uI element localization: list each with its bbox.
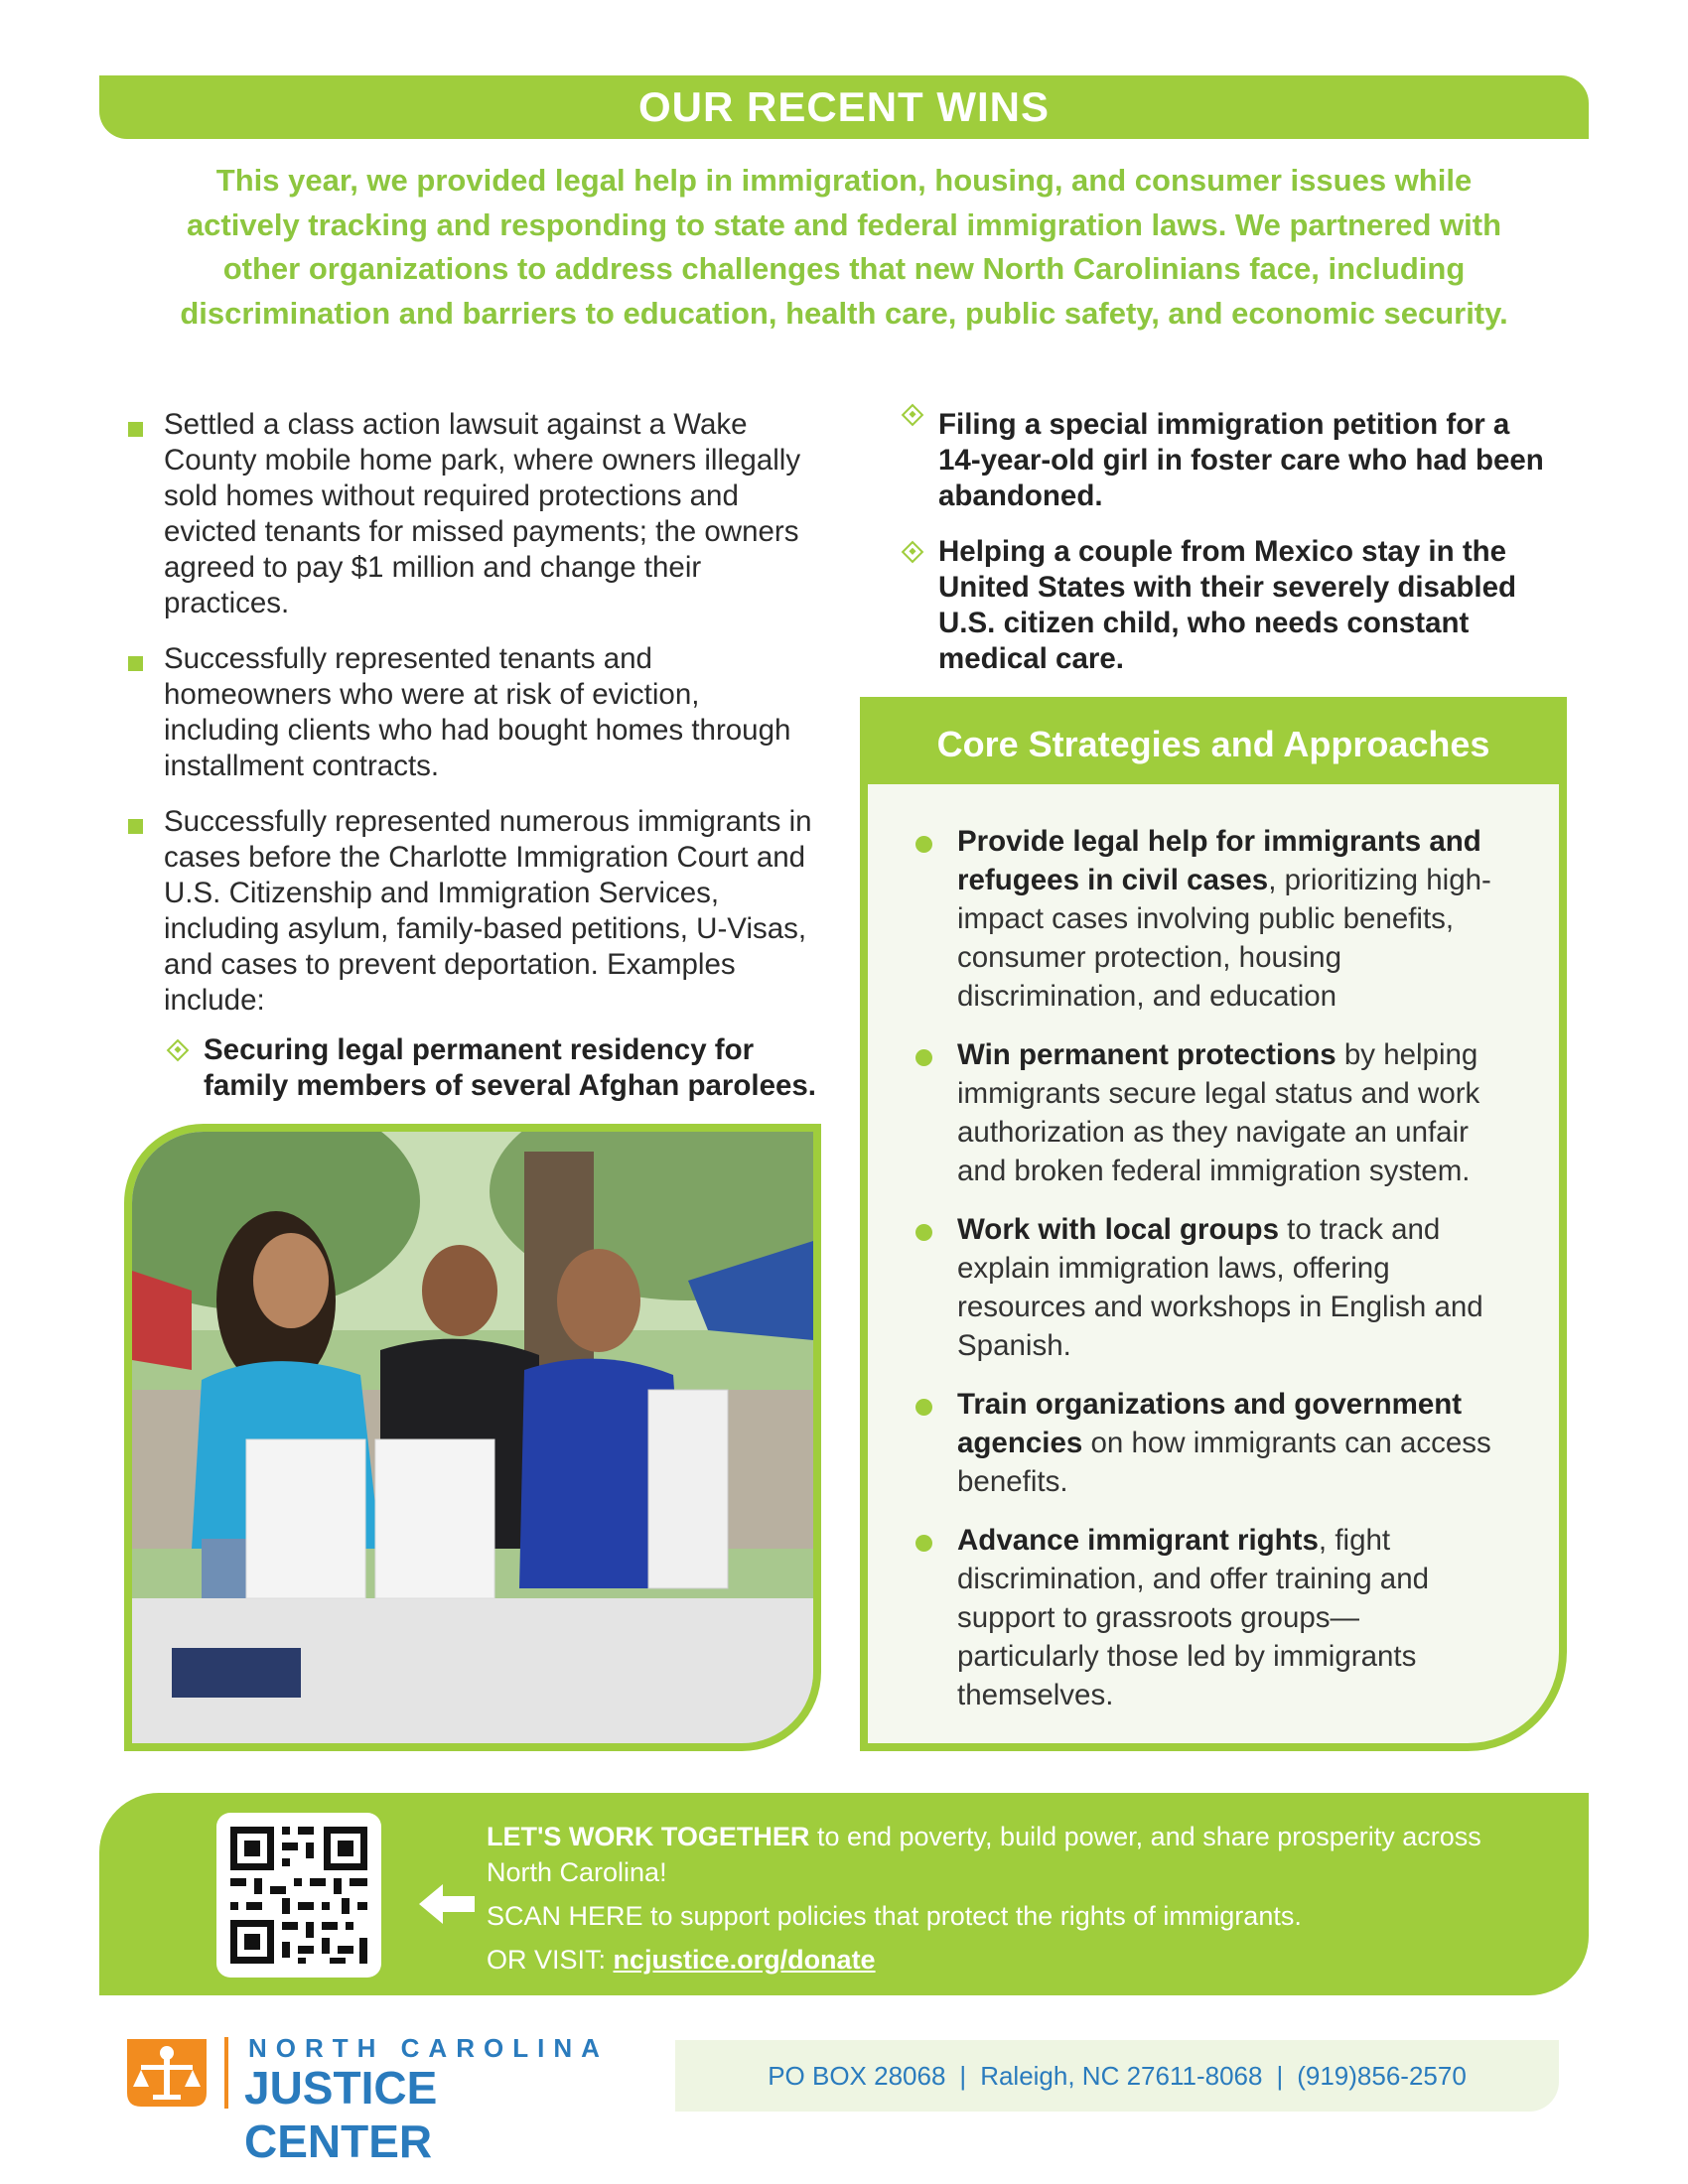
logo-text-top: NORTH CAROLINA	[248, 2033, 609, 2063]
example-item	[164, 1032, 819, 1104]
win-item-text: Settled a class action lawsuit against a Wake County mobile home park, where owners illegally sold homes without required protections and evicted tenants for missed payments; the owners agreed to pay $1 million and change their practices.	[164, 408, 801, 619]
call-to-action-banner	[99, 1793, 1589, 1995]
win-item-text: Successfully represented tenants and homeowners who were at risk of eviction, including clients who had bought homes through installment contracts.	[164, 642, 791, 782]
core-item	[915, 1521, 1519, 1714]
po-box: PO BOX 28068	[768, 2060, 946, 2091]
cta-line-3	[487, 1942, 1539, 1978]
core-item-bold: Win permanent protections	[957, 1038, 1336, 1071]
core-item-text: on how immigrants can access benefits.	[957, 1427, 1491, 1498]
page-title: OUR RECENT WINS	[638, 83, 1050, 130]
core-item-text: , fight discrimination, and offer training and support to grassroots groups—particularly those led by immigrants themselves.	[957, 1524, 1430, 1711]
diamond-bullet-icon	[902, 404, 924, 427]
win-item	[124, 804, 819, 1019]
win-item	[124, 641, 819, 784]
qr-code-icon	[216, 1813, 381, 1978]
phone: (919)856-2570	[1297, 2060, 1467, 2091]
city: Raleigh, NC 27611-8068	[980, 2060, 1263, 2091]
dot-bullet-icon	[915, 1224, 932, 1241]
cta-text	[487, 1819, 1539, 1985]
dot-bullet-icon	[915, 1399, 932, 1416]
separator: |	[959, 2060, 967, 2091]
win-item-text: Successfully represented numerous immigrants in cases before the Charlotte Immigration Court and U.S. Citizenship and Immigration Services, including asylum, family-based petitions, U-Visas, and cases to prevent deportation. Examples include:	[164, 805, 812, 1017]
cta-visit-label: OR VISIT:	[487, 1945, 614, 1975]
win-item	[124, 407, 819, 621]
logo-text-bottom: JUSTICE CENTER	[244, 2062, 438, 2167]
core-strategies-heading: Core Strategies and Approaches	[868, 705, 1559, 784]
intro-paragraph: This year, we provided legal help in immigration, housing, and consumer issues while actively tracking and responding to state and federal immigration laws. We partnered with other organizations to address challenges that new North Carolinians face, including discrimination and barriers to education, health care, public safety, and economic security.	[180, 163, 1508, 331]
diamond-bullet-icon	[167, 1039, 190, 1062]
core-strategies-list	[868, 784, 1559, 1714]
cta-line-2: SCAN HERE to support policies that protect the rights of immigrants.	[487, 1901, 1302, 1931]
core-item-bold: Advance immigrant rights	[957, 1524, 1319, 1557]
core-item	[915, 1385, 1519, 1501]
example-item	[899, 407, 1554, 514]
dot-bullet-icon	[915, 1535, 932, 1552]
left-column	[124, 407, 819, 1104]
example-item-text: Filing a special immigration petition for a 14-year-old girl in foster care who had been abandoned.	[938, 408, 1544, 512]
dot-bullet-icon	[915, 1049, 932, 1066]
example-item	[899, 534, 1554, 677]
core-item	[915, 1035, 1519, 1190]
dot-bullet-icon	[915, 836, 932, 853]
diamond-bullet-icon	[902, 541, 924, 564]
core-strategies-box	[860, 697, 1567, 1751]
square-bullet-icon	[128, 422, 143, 437]
separator: |	[1276, 2060, 1284, 2091]
core-item-bold: Train organizations and government agencies	[957, 1388, 1463, 1459]
title-banner	[99, 75, 1589, 139]
outreach-photo	[124, 1124, 821, 1751]
arrow-left-icon	[419, 1884, 475, 1924]
cta-line-1-bold: LET'S WORK TOGETHER	[487, 1822, 810, 1851]
core-item-text: to track and explain immigration laws, offering resources and workshops in English and Spanish.	[957, 1213, 1483, 1362]
core-item-bold: Provide legal help for immigrants and refugees in civil cases	[957, 825, 1481, 896]
scales-justice-icon	[121, 2033, 212, 2113]
donate-link[interactable]: ncjustice.org/donate	[613, 1945, 876, 1975]
square-bullet-icon	[128, 819, 143, 834]
cta-line-1	[487, 1819, 1539, 1890]
square-bullet-icon	[128, 656, 143, 671]
example-item-text: Helping a couple from Mexico stay in the United States with their severely disabled U.S. citizen child, who needs constant medical care.	[938, 535, 1516, 675]
core-item-text: , prioritizing high-impact cases involving public benefits, consumer protection, housing discrimination, and education	[957, 864, 1491, 1013]
photo-illustration	[132, 1132, 813, 1743]
example-list	[899, 407, 1554, 699]
cta-line-1-rest: to end poverty, build power, and share prosperity across North Carolina!	[487, 1822, 1481, 1887]
logo-divider	[224, 2037, 228, 2109]
core-item	[915, 822, 1519, 1016]
example-item-text: Securing legal permanent residency for family members of several Afghan parolees.	[204, 1033, 817, 1102]
org-logo	[121, 2033, 637, 2167]
core-item	[915, 1210, 1519, 1365]
address-bar	[675, 2040, 1559, 2112]
core-item-text: by helping immigrants secure legal status and work authorization as they navigate an unfair and broken federal immigration system.	[957, 1038, 1480, 1187]
qr-code[interactable]	[216, 1813, 381, 1978]
core-item-bold: Work with local groups	[957, 1213, 1279, 1246]
